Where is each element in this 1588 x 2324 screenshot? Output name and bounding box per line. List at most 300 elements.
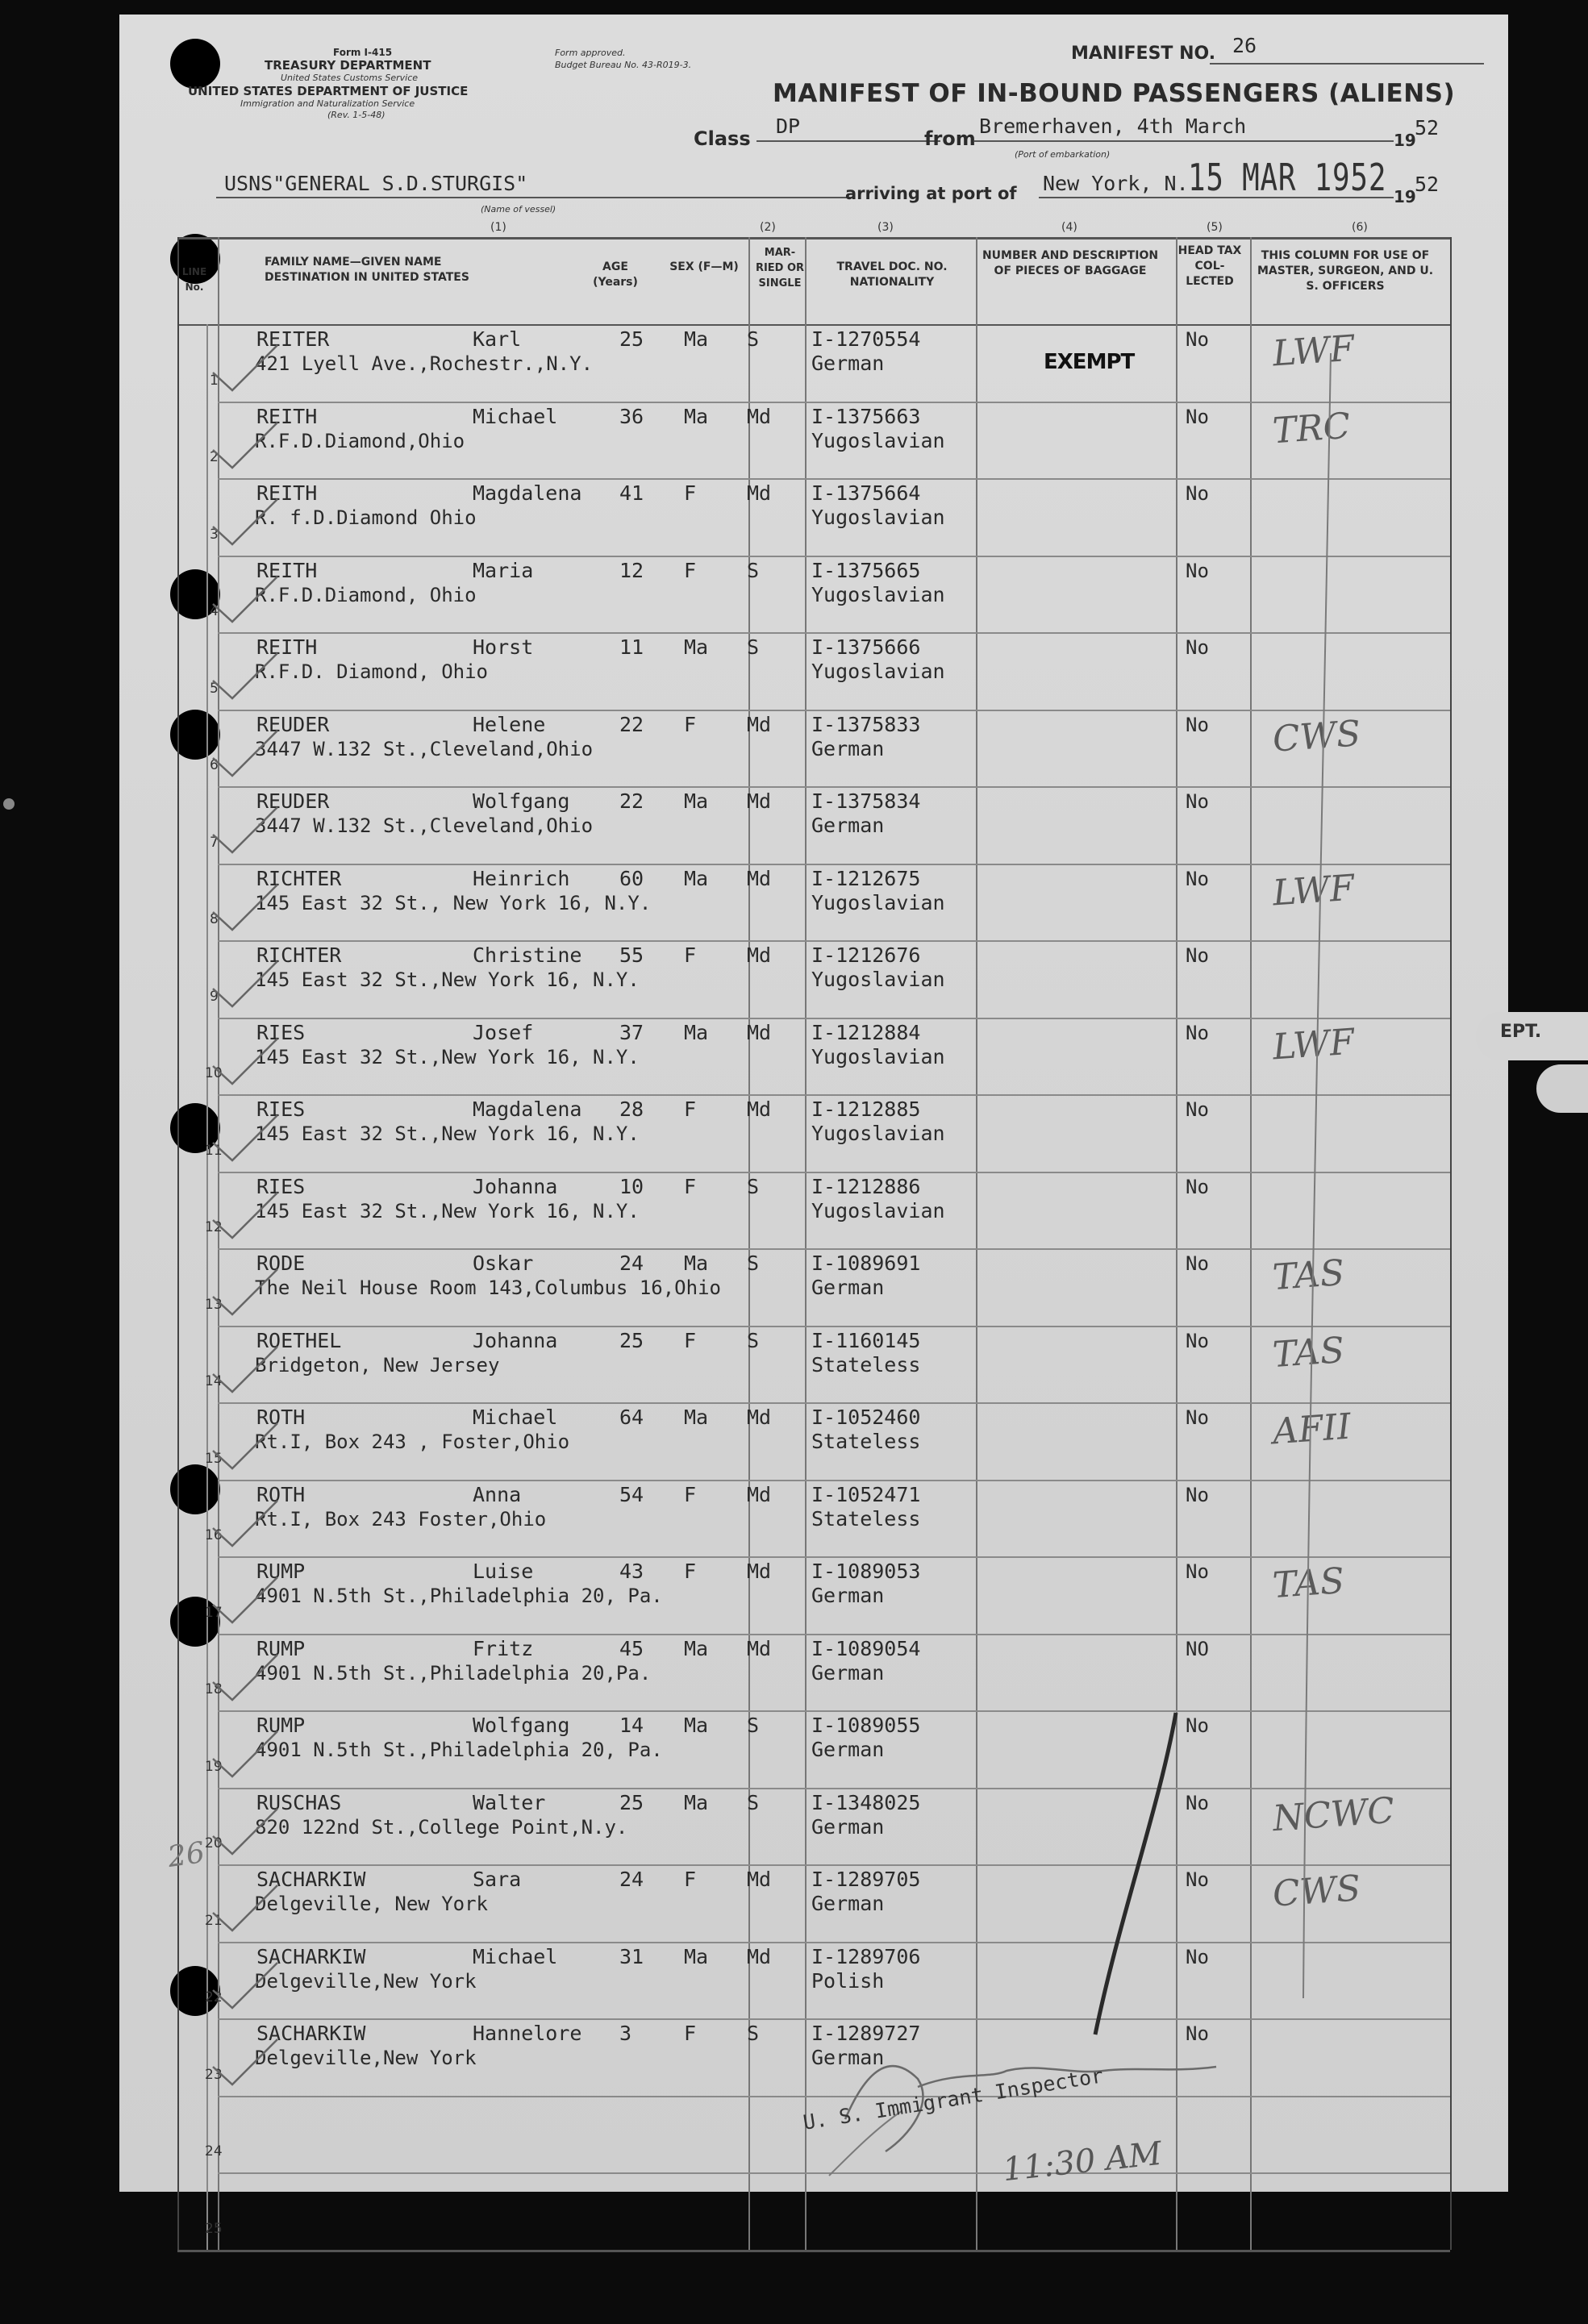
given-name: Luise [473, 1560, 534, 1583]
given-name: Fritz [473, 1636, 534, 1660]
line-number: 16 [205, 1527, 223, 1543]
travel-doc-number: I-1089055 [811, 1714, 921, 1737]
travel-doc-number: I-1348025 [811, 1790, 921, 1814]
head-tax: No [1186, 713, 1209, 736]
age: 31 [619, 1944, 644, 1968]
marital-status: S [747, 635, 760, 659]
nationality: Polish [811, 1968, 885, 1993]
head-tax: No [1186, 482, 1209, 505]
travel-doc-number: I-1375666 [811, 635, 921, 659]
destination: R.F.D. Diamond, Ohio [255, 660, 488, 683]
pencil-check-mark [208, 1572, 281, 1629]
nationality: German [811, 2046, 885, 2069]
given-name: Johanna [473, 1328, 558, 1352]
travel-doc-number: I-1375663 [811, 404, 921, 428]
travel-doc-number: I-1052471 [811, 1482, 921, 1506]
marital-status: Md [747, 1636, 772, 1660]
nationality: Yugoslavian [811, 890, 945, 914]
age: 37 [619, 1020, 644, 1044]
arrival-year: 52 [1415, 173, 1440, 196]
pencil-check-mark [208, 2035, 281, 2091]
margin-note: 26 [165, 1836, 207, 1874]
sex: F [684, 1482, 697, 1506]
head-tax: No [1186, 1714, 1209, 1737]
age: 25 [619, 1790, 644, 1814]
sex: F [684, 1328, 697, 1352]
pencil-check-mark [208, 1342, 281, 1398]
line-number: 11 [205, 1142, 223, 1159]
marital-status: Md [747, 481, 772, 505]
line-number: 9 [210, 988, 219, 1005]
line-number: 14 [205, 1373, 223, 1389]
given-name: Josef [473, 1020, 534, 1044]
baggage-slash-mark [1071, 1708, 1184, 2047]
nationality: German [811, 1660, 885, 1685]
from-value: Bremerhaven, 4th March [979, 115, 1247, 138]
travel-doc-number: I-1089054 [811, 1636, 921, 1660]
travel-doc-number: I-1212886 [811, 1174, 921, 1198]
given-name: Wolfgang [473, 789, 570, 813]
dept-line-4: Immigration and Naturalization Service [240, 98, 415, 109]
sex: F [684, 1560, 697, 1583]
line-number: 7 [210, 834, 219, 851]
destination: 4901 N.5th St.,Philadelphia 20, Pa. [255, 1739, 663, 1761]
family-name: RUMP [256, 1560, 306, 1583]
given-name: Helene [473, 712, 546, 736]
head-tax: No [1186, 405, 1209, 428]
age: 25 [619, 1328, 644, 1352]
head-tax: No [1186, 636, 1209, 659]
age: 64 [619, 1406, 644, 1429]
manifest-title: MANIFEST OF IN-BOUND PASSENGERS (ALIENS) [773, 79, 1456, 108]
officer-note: LWF [1271, 327, 1356, 375]
marital-status: Md [747, 712, 772, 736]
pencil-check-mark [208, 1650, 281, 1706]
family-name: REUDER [256, 789, 330, 813]
head-tax: No [1186, 2022, 1209, 2045]
travel-doc-number: I-1212675 [811, 866, 921, 890]
family-name: ROTH [256, 1482, 306, 1506]
header-line-no: LINE No. [181, 266, 207, 293]
family-name: REITH [256, 404, 318, 428]
family-name: RUMP [256, 1714, 306, 1737]
officer-note: CWS [1271, 1868, 1362, 1915]
header-officers: THIS COLUMN FOR USE OF MASTER, SURGEON, AND U. S. OFFICERS [1257, 249, 1434, 293]
sex: Ma [684, 789, 709, 813]
travel-doc-number: I-1089053 [811, 1560, 921, 1583]
approval-line-2: Budget Bureau No. 43-R019-3. [555, 60, 692, 70]
marital-status: Md [747, 866, 772, 890]
given-name: Johanna [473, 1174, 558, 1198]
travel-doc-number: I-1289705 [811, 1868, 921, 1891]
pencil-check-mark [208, 1804, 281, 1860]
line-number: 10 [205, 1065, 223, 1081]
nationality: Yugoslavian [811, 1198, 945, 1222]
destination: 145 East 32 St.,New York 16, N.Y. [255, 1045, 640, 1068]
dept-line-1: TREASURY DEPARTMENT [265, 58, 431, 73]
destination: Delgeville,New York [255, 2047, 477, 2069]
family-name: REITH [256, 635, 318, 659]
arrival-date-stamp: 15 MAR 1952 [1188, 156, 1387, 199]
col-num-3: (3) [877, 221, 894, 234]
given-name: Magdalena [473, 1097, 582, 1121]
head-tax: No [1186, 1021, 1209, 1044]
destination: R. f.D.Diamond Ohio [255, 506, 477, 529]
line-number: 3 [210, 526, 219, 543]
destination: Bridgeton, New Jersey [255, 1353, 500, 1376]
pencil-check-mark [208, 956, 281, 1013]
pencil-check-mark [208, 1034, 281, 1090]
travel-doc-number: I-1212884 [811, 1020, 921, 1044]
sex: F [684, 943, 697, 967]
age: 43 [619, 1560, 644, 1583]
officer-note: TAS [1271, 1560, 1346, 1607]
line-number: 2 [210, 449, 219, 465]
destination: 145 East 32 St., New York 16, N.Y. [255, 891, 652, 914]
age: 45 [619, 1636, 644, 1660]
officer-note: TRC [1271, 405, 1352, 452]
marital-status: Md [747, 1868, 772, 1891]
nationality: Yugoslavian [811, 1044, 945, 1068]
destination: Delgeville, New York [255, 1893, 488, 1915]
head-tax: NO [1186, 1637, 1209, 1660]
pencil-check-mark [208, 1188, 281, 1244]
destination: 145 East 32 St.,New York 16, N.Y. [255, 1122, 640, 1145]
travel-doc-number: I-1375665 [811, 558, 921, 582]
officer-note: LWF [1271, 1021, 1356, 1068]
sex: Ma [684, 1944, 709, 1968]
travel-doc-number: I-1212676 [811, 943, 921, 967]
header-age: AGE (Years) [593, 260, 638, 289]
head-tax: No [1186, 1098, 1209, 1121]
age: 24 [619, 1252, 644, 1275]
header-married: MAR-RIED OR SINGLE [755, 247, 805, 289]
line-number: 4 [210, 603, 219, 619]
destination: R.F.D.Diamond,Ohio [255, 429, 465, 452]
nationality: German [811, 1584, 885, 1607]
given-name: Wolfgang [473, 1714, 570, 1737]
nationality: German [811, 814, 885, 837]
travel-doc-number: I-1289706 [811, 1944, 921, 1968]
destination: Delgeville,New York [255, 1969, 477, 1993]
nationality: German [811, 1814, 885, 1839]
from-year-prefix: 19 [1394, 131, 1416, 150]
pencil-check-mark [208, 1264, 281, 1321]
sex: F [684, 1868, 697, 1891]
head-tax: No [1186, 1406, 1209, 1429]
given-name: Anna [473, 1482, 522, 1506]
arrival-port: New York, N. [1043, 172, 1189, 195]
given-name: Hannelore [473, 2022, 582, 2045]
family-name: RIES [256, 1174, 306, 1198]
line-number: 1 [210, 372, 219, 389]
sex: Ma [684, 1636, 709, 1660]
nationality: Yugoslavian [811, 582, 945, 606]
head-tax: No [1186, 1560, 1209, 1583]
sex: F [684, 2022, 697, 2045]
officer-note: LWF [1271, 867, 1356, 914]
marital-status: Md [747, 943, 772, 967]
head-tax: No [1186, 790, 1209, 813]
sex: F [684, 481, 697, 505]
sex: Ma [684, 1020, 709, 1044]
inspector-caption: U. S. Immigrant Inspector [801, 2064, 1105, 2134]
family-name: ROETHEL [256, 1328, 342, 1352]
left-edge-speck [3, 798, 15, 810]
dept-line-3: UNITED STATES DEPARTMENT OF JUSTICE [188, 84, 469, 98]
age: 12 [619, 558, 644, 582]
destination: 3447 W.132 St.,Cleveland,Ohio [255, 737, 594, 760]
sex: Ma [684, 1406, 709, 1429]
given-name: Michael [473, 1406, 558, 1429]
line-number: 24 [205, 2143, 223, 2159]
side-tab-label: EPT. [1500, 1022, 1542, 1042]
line-number: 18 [205, 1681, 223, 1697]
family-name: RUSCHAS [256, 1790, 342, 1814]
line-number: 21 [205, 1912, 223, 1929]
pencil-check-mark [208, 1496, 281, 1552]
destination: R.F.D.Diamond, Ohio [255, 583, 477, 606]
marital-status: Md [747, 1482, 772, 1506]
given-name: Sara [473, 1868, 522, 1891]
marital-status: S [747, 1252, 760, 1275]
class-label: Class [694, 127, 751, 150]
sex: F [684, 558, 697, 582]
marital-status: Md [747, 1944, 772, 1968]
officer-note: AFII [1271, 1406, 1353, 1453]
age: 55 [619, 943, 644, 967]
from-label: from [924, 127, 976, 150]
officer-note: TAS [1271, 1329, 1346, 1376]
manifest-sheet [119, 15, 1508, 2237]
manifest-number: 26 [1232, 34, 1257, 57]
line-number: 5 [210, 680, 219, 697]
head-tax: No [1186, 1868, 1209, 1891]
officer-note: TAS [1271, 1252, 1346, 1299]
given-name: Maria [473, 558, 534, 582]
age: 3 [619, 2022, 632, 2045]
age: 41 [619, 481, 644, 505]
age: 54 [619, 1482, 644, 1506]
pencil-check-mark [208, 880, 281, 936]
nationality: Yugoslavian [811, 660, 945, 683]
head-tax: No [1186, 1791, 1209, 1814]
line-number: 25 [205, 2220, 223, 2237]
line-number: 20 [205, 1835, 223, 1851]
sex: F [684, 1097, 697, 1121]
head-tax: No [1186, 328, 1209, 351]
marital-status: S [747, 558, 760, 582]
age: 36 [619, 404, 644, 428]
given-name: Horst [473, 635, 534, 659]
marital-status: Md [747, 1097, 772, 1121]
given-name: Christine [473, 943, 582, 967]
line-number: 13 [205, 1296, 223, 1313]
pencil-check-mark [208, 1110, 281, 1167]
age: 24 [619, 1868, 644, 1891]
age: 60 [619, 866, 644, 890]
pencil-check-mark [208, 1418, 281, 1475]
pencil-check-mark [208, 340, 281, 397]
family-name: REITH [256, 558, 318, 582]
destination: 4901 N.5th St.,Philadelphia 20, Pa. [255, 1585, 663, 1607]
given-name: Michael [473, 1944, 558, 1968]
nationality: German [811, 1276, 885, 1299]
pencil-check-mark [208, 572, 281, 628]
col-num-2: (2) [760, 221, 776, 234]
line-number: 8 [210, 911, 219, 927]
nationality: German [811, 352, 885, 375]
pencil-check-mark [208, 802, 281, 859]
sex: Ma [684, 635, 709, 659]
marital-status: S [747, 2022, 760, 2045]
head-tax: No [1186, 1483, 1209, 1506]
sex: F [684, 1174, 697, 1198]
nationality: Stateless [811, 1506, 921, 1531]
side-tab [1476, 1012, 1588, 1060]
family-name: SACHARKIW [256, 2022, 366, 2045]
approval-line-1: Form approved. [555, 48, 626, 58]
family-name: REITH [256, 481, 318, 505]
line-number: 12 [205, 1219, 223, 1235]
age: 11 [619, 635, 644, 659]
sex: Ma [684, 404, 709, 428]
travel-doc-number: I-1089691 [811, 1252, 921, 1275]
age: 10 [619, 1174, 644, 1198]
header-name: FAMILY NAME—GIVEN NAME DESTINATION IN UNITED STATES [265, 256, 469, 284]
marital-status: Md [747, 789, 772, 813]
passenger-table [119, 15, 1508, 2237]
family-name: ROTH [256, 1406, 306, 1429]
head-tax: No [1186, 1945, 1209, 1968]
form-number: Form I-415 [333, 47, 393, 58]
marital-status: Md [747, 1560, 772, 1583]
given-name: Karl [473, 327, 522, 351]
given-name: Oskar [473, 1252, 534, 1275]
line-number: 22 [205, 1989, 223, 2005]
line-number: 23 [205, 2066, 223, 2083]
marital-status: S [747, 1790, 760, 1814]
marital-status: S [747, 327, 760, 351]
nationality: Yugoslavian [811, 506, 945, 529]
header-sex: SEX (F—M) [669, 260, 739, 273]
travel-doc-number: I-1052460 [811, 1406, 921, 1429]
pencil-check-mark [208, 418, 281, 474]
header-head-tax: HEAD TAX COL-LECTED [1177, 244, 1242, 288]
class-value: DP [776, 115, 801, 138]
officer-note: NCWC [1271, 1789, 1396, 1839]
col-num-5: (5) [1207, 221, 1223, 234]
nationality: Yugoslavian [811, 428, 945, 452]
sex: Ma [684, 1252, 709, 1275]
arrival-year-prefix: 19 [1394, 187, 1416, 206]
family-name: RICHTER [256, 943, 342, 967]
given-name: Magdalena [473, 481, 582, 505]
pencil-check-mark [208, 494, 281, 551]
officer-column-pencil-line [1298, 337, 1347, 2030]
family-name: RIES [256, 1097, 306, 1121]
family-name: SACHARKIW [256, 1944, 366, 1968]
family-name: RODE [256, 1252, 306, 1275]
head-tax: No [1186, 944, 1209, 967]
nationality: Stateless [811, 1430, 921, 1453]
family-name: RIES [256, 1020, 306, 1044]
destination: Rt.I, Box 243 , Foster,Ohio [255, 1431, 570, 1453]
given-name: Walter [473, 1790, 546, 1814]
sex: Ma [684, 1714, 709, 1737]
vessel-name: USNS"GENERAL S.D.STURGIS" [224, 172, 528, 195]
line-number: 17 [205, 1604, 223, 1621]
header-baggage: NUMBER AND DESCRIPTION OF PIECES OF BAGGAGE [982, 249, 1159, 277]
destination: 4901 N.5th St.,Philadelphia 20,Pa. [255, 1661, 652, 1685]
col-num-6: (6) [1352, 221, 1368, 234]
head-tax: No [1186, 867, 1209, 890]
from-year: 52 [1415, 116, 1440, 140]
travel-doc-number: I-1375834 [811, 789, 921, 813]
nationality: German [811, 1738, 885, 1761]
family-name: RUMP [256, 1636, 306, 1660]
age: 14 [619, 1714, 644, 1737]
dept-line-2: United States Customs Service [281, 73, 419, 83]
nationality: Yugoslavian [811, 1122, 945, 1145]
marital-status: Md [747, 1406, 772, 1429]
given-name: Heinrich [473, 866, 570, 890]
destination: 421 Lyell Ave.,Rochestr.,N.Y. [255, 352, 594, 375]
header-travel: TRAVEL DOC. NO. NATIONALITY [836, 260, 948, 289]
vessel-caption: (Name of vessel) [481, 204, 556, 214]
travel-doc-number: I-1270554 [811, 327, 921, 351]
sex: Ma [684, 866, 709, 890]
sex: F [684, 712, 697, 736]
line-number: 19 [205, 1758, 223, 1775]
destination: 3447 W.132 St.,Cleveland,Ohio [255, 814, 594, 837]
sex: Ma [684, 1790, 709, 1814]
travel-doc-number: I-1212885 [811, 1097, 921, 1121]
pencil-check-mark [208, 1880, 281, 1937]
pencil-check-mark [208, 1726, 281, 1783]
head-tax: No [1186, 1175, 1209, 1198]
marital-status: S [747, 1174, 760, 1198]
nationality: German [811, 736, 885, 760]
line-number: 15 [205, 1450, 223, 1467]
head-tax: No [1186, 1329, 1209, 1352]
manifest-number-label: MANIFEST NO. [1071, 44, 1216, 64]
officer-note: CWS [1271, 712, 1362, 760]
pencil-check-mark [208, 726, 281, 782]
inspector-time: 11:30 AM [1001, 2134, 1164, 2189]
destination: 820 122nd St.,College Point,N.y. [255, 1815, 628, 1839]
travel-doc-number: I-1289727 [811, 2022, 921, 2045]
marital-status: Md [747, 1020, 772, 1044]
family-name: REITER [256, 327, 330, 351]
age: 28 [619, 1097, 644, 1121]
pencil-check-mark [208, 1958, 281, 2014]
sex: Ma [684, 327, 709, 351]
destination: The Neil House Room 143,Columbus 16,Ohio [255, 1277, 721, 1299]
nationality: Stateless [811, 1352, 921, 1376]
family-name: SACHARKIW [256, 1868, 366, 1891]
baggage-exempt-stamp: EXEMPT [1044, 350, 1135, 374]
arriving-label: arriving at port of [845, 184, 1017, 203]
nationality: German [811, 1892, 885, 1915]
head-tax: No [1186, 1252, 1209, 1275]
travel-doc-number: I-1375664 [811, 481, 921, 505]
marital-status: S [747, 1328, 760, 1352]
destination: Rt.I, Box 243 Foster,Ohio [255, 1507, 547, 1531]
destination: 145 East 32 St.,New York 16, N.Y. [255, 968, 640, 991]
col-num-4: (4) [1061, 221, 1077, 234]
family-name: REUDER [256, 712, 330, 736]
